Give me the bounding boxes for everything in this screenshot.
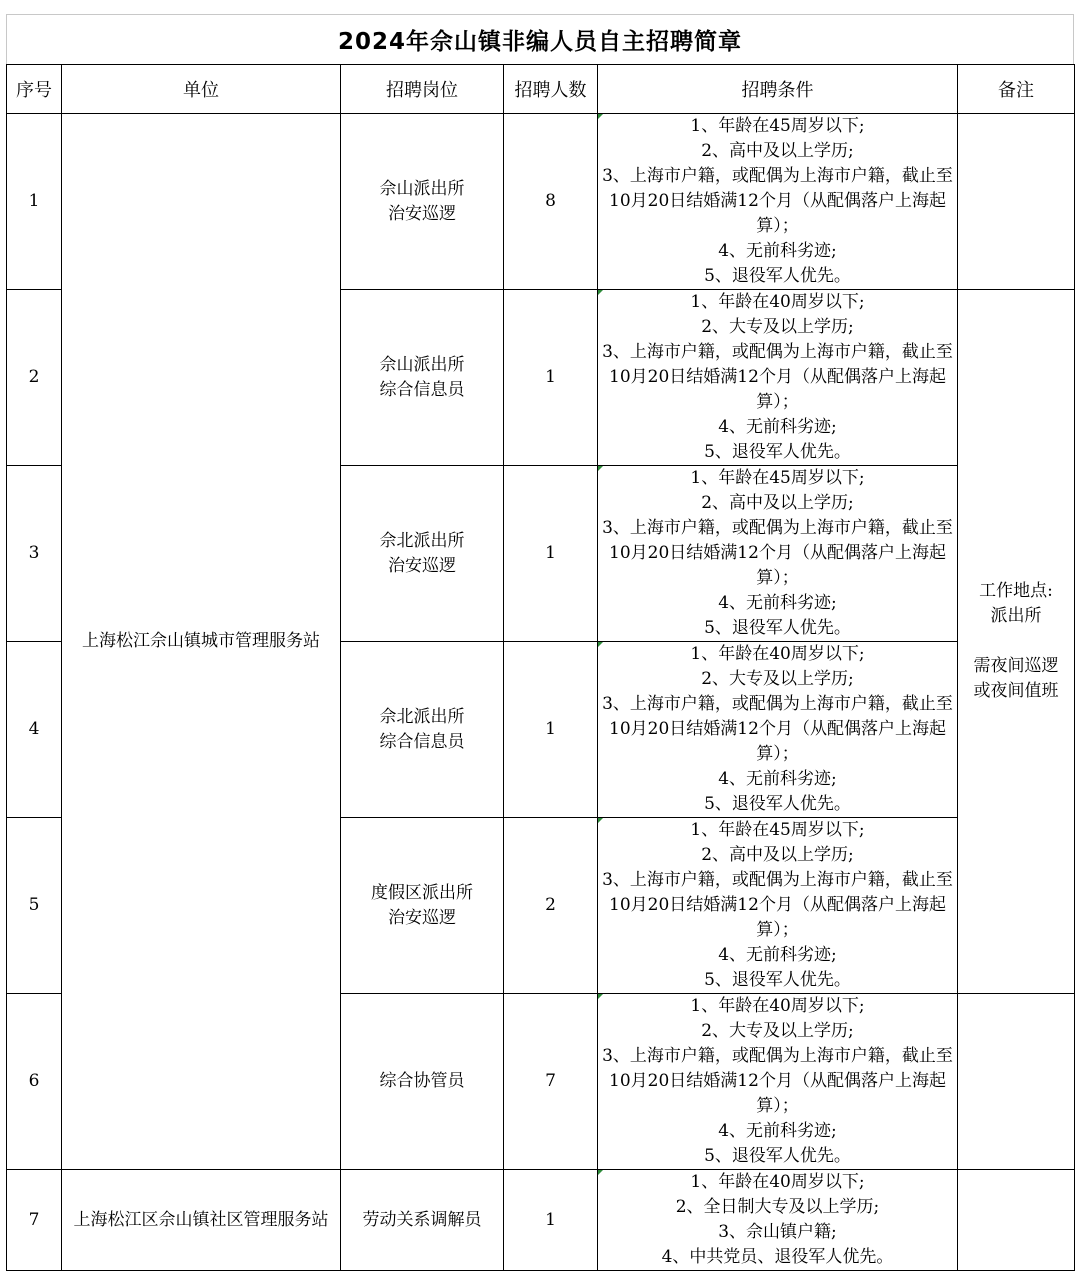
remark-text: 派出所 — [990, 606, 1042, 626]
conditions-cell — [598, 642, 958, 818]
condition-item: 1、年龄在45周岁以下; — [690, 116, 865, 136]
remark-cell — [958, 114, 1075, 290]
headcount: 1 — [504, 290, 598, 466]
condition-item: 2、高中及以上学历; — [701, 493, 854, 513]
condition-item: 2、大专及以上学历; — [701, 317, 854, 337]
conditions-cell — [598, 114, 958, 290]
cell-comment-marker — [598, 114, 603, 119]
header-unit: 单位 — [62, 65, 341, 114]
row-number: 5 — [7, 818, 62, 994]
condition-item: 1、年龄在40周岁以下; — [690, 644, 865, 664]
row-number: 7 — [7, 1170, 62, 1271]
condition-item: 2、高中及以上学历; — [701, 141, 854, 161]
position-cell — [341, 642, 504, 818]
remark-cell — [958, 994, 1075, 1170]
condition-item: 1、年龄在45周岁以下; — [690, 468, 865, 488]
position-subtitle: 综合信息员 — [379, 379, 465, 400]
cell-comment-marker — [598, 1170, 603, 1175]
position-cell — [341, 466, 504, 642]
position-subtitle: 治安巡逻 — [388, 907, 456, 928]
condition-item: 4、无前科劣迹; — [718, 593, 837, 613]
unit-name-cell — [62, 114, 341, 1170]
condition-item: 3、上海市户籍，或配偶为上海市户籍，截止至10月20日结婚满12个月（从配偶落户上海起算）； — [602, 694, 953, 764]
position-cell — [341, 818, 504, 994]
position-subtitle: 治安巡逻 — [388, 203, 456, 224]
cell-comment-marker — [598, 642, 603, 647]
conditions-cell — [598, 466, 958, 642]
row-number: 4 — [7, 642, 62, 818]
position-name: 综合协管员 — [379, 1071, 465, 1091]
row-number: 1 — [7, 114, 62, 290]
recruitment-sheet — [6, 6, 1074, 1267]
header-no: 序号 — [7, 65, 62, 114]
position-cell — [341, 994, 504, 1170]
position-name: 佘北派出所 — [379, 706, 465, 727]
unit-name-cell — [62, 1170, 341, 1271]
conditions-cell — [598, 994, 958, 1170]
condition-item: 4、无前科劣迹; — [718, 1121, 837, 1141]
condition-item: 4、无前科劣迹; — [718, 241, 837, 261]
conditions-cell — [598, 1170, 958, 1271]
position-name: 佘山派出所 — [379, 354, 465, 375]
position-cell — [341, 290, 504, 466]
position-subtitle: 综合信息员 — [379, 731, 465, 752]
cell-comment-marker — [598, 466, 603, 471]
condition-item: 2、全日制大专及以上学历; — [675, 1197, 880, 1217]
condition-item: 1、年龄在40周岁以下; — [690, 292, 865, 312]
conditions-cell — [598, 818, 958, 994]
condition-item: 3、上海市户籍，或配偶为上海市户籍，截止至10月20日结婚满12个月（从配偶落户上海起算）； — [602, 166, 953, 236]
headcount: 7 — [504, 994, 598, 1170]
unit-name: 上海松江佘山镇城市管理服务站 — [82, 631, 320, 651]
remark-cell — [958, 290, 1075, 994]
header-count: 招聘人数 — [504, 65, 598, 114]
condition-item: 5、退役军人优先。 — [704, 442, 851, 462]
cell-comment-marker — [598, 994, 603, 999]
position-name: 劳动关系调解员 — [362, 1209, 482, 1230]
cell-comment-marker — [598, 818, 603, 823]
position-name: 佘山派出所 — [379, 178, 465, 199]
position-cell — [341, 114, 504, 290]
condition-item: 5、退役军人优先。 — [704, 1146, 851, 1166]
condition-item: 4、无前科劣迹; — [718, 945, 837, 965]
row-number: 3 — [7, 466, 62, 642]
conditions-cell — [598, 290, 958, 466]
cell-comment-marker — [598, 290, 603, 295]
condition-item: 1、年龄在45周岁以下; — [690, 820, 865, 840]
remark-text: 工作地点: — [979, 581, 1053, 601]
header-row — [7, 65, 1075, 114]
headcount: 1 — [504, 466, 598, 642]
page-title: 2024年佘山镇非编人员自主招聘简章 — [337, 29, 742, 55]
position-name: 度假区派出所 — [371, 882, 473, 903]
condition-item: 4、中共党员、退役军人优先。 — [661, 1247, 894, 1267]
headcount: 1 — [504, 1170, 598, 1271]
condition-item: 4、无前科劣迹; — [718, 769, 837, 789]
table-row — [7, 1170, 1075, 1271]
position-cell — [341, 1170, 504, 1271]
headcount: 1 — [504, 642, 598, 818]
condition-item: 5、退役军人优先。 — [704, 266, 851, 286]
condition-item: 3、上海市户籍，或配偶为上海市户籍，截止至10月20日结婚满12个月（从配偶落户上海起算）； — [602, 342, 953, 412]
headcount: 2 — [504, 818, 598, 994]
headcount: 8 — [504, 114, 598, 290]
unit-name: 上海松江区佘山镇社区管理服务站 — [73, 1209, 329, 1230]
remark-cell — [958, 1170, 1075, 1271]
condition-item: 1、年龄在40周岁以下; — [690, 1172, 865, 1192]
remark-text: 需夜间巡逻 — [973, 656, 1059, 676]
condition-item: 2、大专及以上学历; — [701, 1021, 854, 1041]
condition-item: 2、大专及以上学历; — [701, 669, 854, 689]
condition-item: 3、上海市户籍，或配偶为上海市户籍，截止至10月20日结婚满12个月（从配偶落户上海起算）； — [602, 870, 953, 940]
position-name: 佘北派出所 — [379, 530, 465, 551]
condition-item: 2、高中及以上学历; — [701, 845, 854, 865]
condition-item: 3、上海市户籍，或配偶为上海市户籍，截止至10月20日结婚满12个月（从配偶落户上海起算）； — [602, 1046, 953, 1116]
header-conditions: 招聘条件 — [598, 65, 958, 114]
recruitment-table — [6, 64, 1075, 1271]
header-position: 招聘岗位 — [341, 65, 504, 114]
condition-item: 5、退役军人优先。 — [704, 618, 851, 638]
remark-text: 或夜间值班 — [973, 681, 1059, 701]
condition-item: 5、退役军人优先。 — [704, 794, 851, 814]
condition-item: 5、退役军人优先。 — [704, 970, 851, 990]
remark-spacer — [958, 629, 1074, 654]
condition-item: 4、无前科劣迹; — [718, 417, 837, 437]
table-row — [7, 114, 1075, 290]
condition-item: 1、年龄在40周岁以下; — [690, 996, 865, 1016]
condition-item: 3、上海市户籍，或配偶为上海市户籍，截止至10月20日结婚满12个月（从配偶落户上海起算）； — [602, 518, 953, 588]
condition-item: 3、佘山镇户籍; — [718, 1222, 837, 1242]
row-number: 6 — [7, 994, 62, 1170]
header-remark: 备注 — [958, 65, 1075, 114]
position-subtitle: 治安巡逻 — [388, 555, 456, 576]
row-number: 2 — [7, 290, 62, 466]
title-row — [6, 14, 1074, 64]
